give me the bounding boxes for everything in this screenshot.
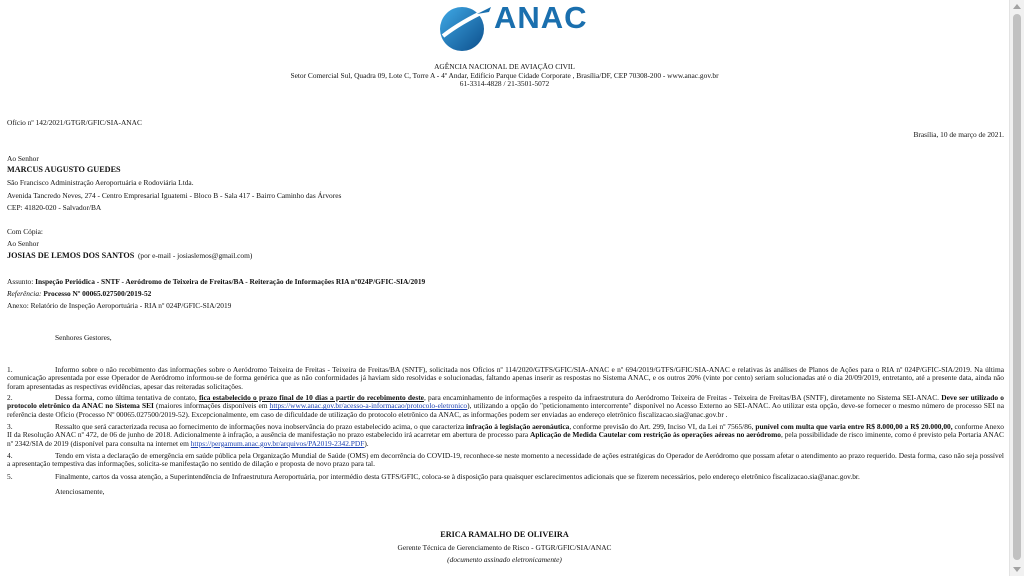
scroll-up-arrow-icon[interactable] (1013, 4, 1021, 9)
agency-name: AGÊNCIA NACIONAL DE AVIAÇÃO CIVIL (434, 62, 575, 71)
vertical-scrollbar[interactable] (1009, 0, 1024, 576)
paragraph-3-text: , pela possibilidade de risco iminente, como é previsto pela Portaria ANAC nº 2342/SIA de 2019 (disponível para consulta na internet em (7, 430, 1004, 448)
signatory-name: ERICA RAMALHO DE OLIVEIRA (440, 530, 569, 539)
recipient-company: São Francisco Administração Aeroportuária e Rodoviária Ltda. (7, 178, 194, 187)
subject-text: Inspeção Periódica - SNTF - Aeródromo de Teixeira de Freitas/BA - Reiteração de Informações RIA nº024P/GFIC-SIA/2019 (35, 277, 426, 286)
scroll-down-arrow-icon[interactable] (1013, 567, 1021, 572)
paragraph-3 (7, 423, 1004, 448)
recipient-name: MARCUS AUGUSTO GUEDES (7, 165, 121, 174)
paragraph-3-text: Ressalto que será caracterizada recusa ao fornecimento de informações nova inobservância do prazo estabelecido acima, o que caracteriza (55, 422, 467, 431)
paragraph-2-text: Dessa forma, como última tentativa de contato, (55, 393, 199, 402)
paragraph-1 (7, 366, 1004, 391)
paragraph-number: 4. (7, 451, 13, 460)
signatory-role: Gerente Técnica de Gerenciamento de Risco - GTGR/GFIC/SIA/ANAC (397, 543, 612, 552)
paragraph-2-text: , para encaminhamento de informações a respeito da infraestrutura do Aeródromo Teixeira de Freitas - Teixeira de Freitas/BA (SNTF), diretamente no Sistema SEI-ANAC. (423, 393, 942, 402)
attachment-line: Anexo: Relatório de Inspeção Aeroportuária - RIA nº 024P/GFIC-SIA/2019 (7, 301, 232, 310)
paragraph-4 (7, 452, 1004, 469)
cc-label: Com Cópia: (7, 227, 43, 236)
paragraph-2-text: ), utilizando a opção do "peticionamento intercorrente" disponível no Acesso Externo ao SEI-ANAC. Ao utilizar esta opção, deve-se fornecer o mesmo número de processo SEI na referência deste Ofício (Processo Nº 00065.027500/2019-52). Excepcionalmente, em caso de dificuldade de utilização do protocolo eletrônico da ANAC, as informações podem ser enviadas ao endereço eletrônico fiscalizacao.sia@anac.gov.br . (7, 401, 1004, 419)
portaria-link[interactable]: https://pergamum.anac.gov.br/arquivos/PA2019-2342.PDF (190, 438, 365, 448)
paragraph-number: 5. (7, 472, 13, 481)
reference-text: Processo Nº 00065.027500/2019-52 (43, 289, 152, 298)
paragraph-5 (7, 473, 1004, 481)
letter-date: Brasília, 10 de março de 2021. (913, 130, 1004, 139)
signature-note: (documento assinado eletronicamente) (447, 555, 562, 564)
scrollbar-thumb[interactable] (1013, 14, 1021, 560)
subject-label: Assunto: (7, 277, 34, 286)
paragraph-3-text: , conforme previsão do Art. 299, Inciso VI, da Lei nº 7565/86, (569, 422, 756, 431)
paragraph-number: 1. (7, 365, 13, 374)
oficio-number: Ofício nº 142/2021/GTGR/GFIC/SIA-ANAC (7, 118, 142, 127)
infraction-highlight: infração à legislação aeronáutica (466, 422, 570, 431)
paragraph-5-text: Finalmente, cartos da vossa atenção, a Superintendência de Infraestrutura Aeroportuária, por intermédio desta GTFS/GFIC, coloca-se à disposição para quaisquer esclarecimentos adicionais que se fizerem necessários, pelo endereço eletrônico fiscalizacao.sia@anac.gov.br. (55, 472, 860, 481)
greeting: Senhores Gestores, (55, 333, 112, 342)
cc-email: (por e-mail - josiaslemos@gmail.com) (137, 251, 253, 260)
logo-text: ANAC (494, 0, 588, 35)
reference-label: Referência: (7, 289, 42, 298)
fine-highlight: punível com multa que varia entre R$ 8.000,00 a R$ 20.000,00, (755, 422, 953, 431)
paragraph-number: 2. (7, 393, 13, 402)
letterhead (0, 63, 1009, 89)
agency-phones: 61-3314-4828 / 21-3501-5072 (459, 79, 550, 89)
closing: Atenciosamente, (55, 487, 105, 496)
subject-line (7, 277, 425, 287)
cc-salutation: Ao Senhor (7, 239, 39, 248)
agency-address: Setor Comercial Sul, Quadra 09, Lote C, Torre A - 4º Andar, Edifício Parque Cidade Corporate , Brasília/DF, CEP 70308-200 - www.anac.gov.br (290, 70, 719, 80)
protocol-link[interactable]: https://www.anac.gov.br/acesso-a-informacao/protocolo-eletronico (269, 401, 468, 411)
paragraph-4-text: Tendo em vista a declaração de emergência em saúde pública pela Organização Mundial de Saúde (OMS) em decorrência do COVID-19, reconhece-se neste momento a necessidade de ações estratégicas do Operador de Aeródromo que possam afetar o atendimento ao prazo requerido. Desta forma, caso não seja possível a apresentação tempestiva das informações, solicita-se manifestação no sentido de dilação e proposta de novo prazo para tal. (7, 451, 1004, 469)
protocol-highlight: Deve ser utilizado o protocolo eletrônico da ANAC no Sistema SEI (7, 393, 1004, 411)
deadline-highlight: fica estabelecido o prazo final de 10 dias a partir do recebimento deste (198, 393, 424, 402)
paragraph-2-text: (maiores informações disponíveis em (153, 401, 270, 411)
recipient-address: Avenida Tancredo Neves, 274 - Centro Empresarial Iguatemi - Bloco B - Sala 417 - Bairro Caminho das Árvores (7, 191, 342, 200)
reference-line (7, 289, 151, 299)
paragraph-2 (7, 394, 1004, 419)
measure-highlight: Aplicação de Medida Cautelar com restrição às operações aéreas no aeródromo (530, 430, 781, 440)
cc-name: JOSIAS DE LEMOS DOS SANTOS (7, 251, 135, 260)
cc-line (7, 251, 252, 261)
recipient-salutation: Ao Senhor (7, 154, 39, 163)
recipient-cep: CEP: 41820-020 - Salvador/BA (7, 203, 102, 212)
paragraph-3-text: ). (364, 438, 369, 448)
paragraph-3-text: conforme Anexo II da Resolução ANAC nº 472, de 06 de junho de 2018. Adicionalmente à infração, a ausência de manifestação no prazo estabelecido irá acarretar em abertura de processo para (7, 422, 1004, 440)
paragraph-1-text: Informo sobre o não recebimento das informações sobre o Aeródromo Teixeira de Freitas - Teixeira de Freitas/BA (SNTF), solicitada nos Ofícios nº 114/2020/GTFS/GFIC/SIA-ANAC e nº 694/2019/GTFS/GFIC/SIA-ANAC e relativas às análises de Planos de Ações para o RIA nº 024P/GFIC-SIA/2019. Na última comunicação apresentada por esse Operador de Aeródromo informou-se de forma genérica que as não conformidades já haviam sido resolvidas e solucionadas, faltando apenas inserir as respostas no Sistema ANAC, e os outros 20% (vinte por cento) seriam solucionadas até o dia 20/09/2019, entretanto, até a presente data, ainda não foram apresentadas as respectivas evidências, apesar das reiteradas solicitações. (7, 365, 1004, 391)
paragraph-number: 3. (7, 422, 13, 431)
